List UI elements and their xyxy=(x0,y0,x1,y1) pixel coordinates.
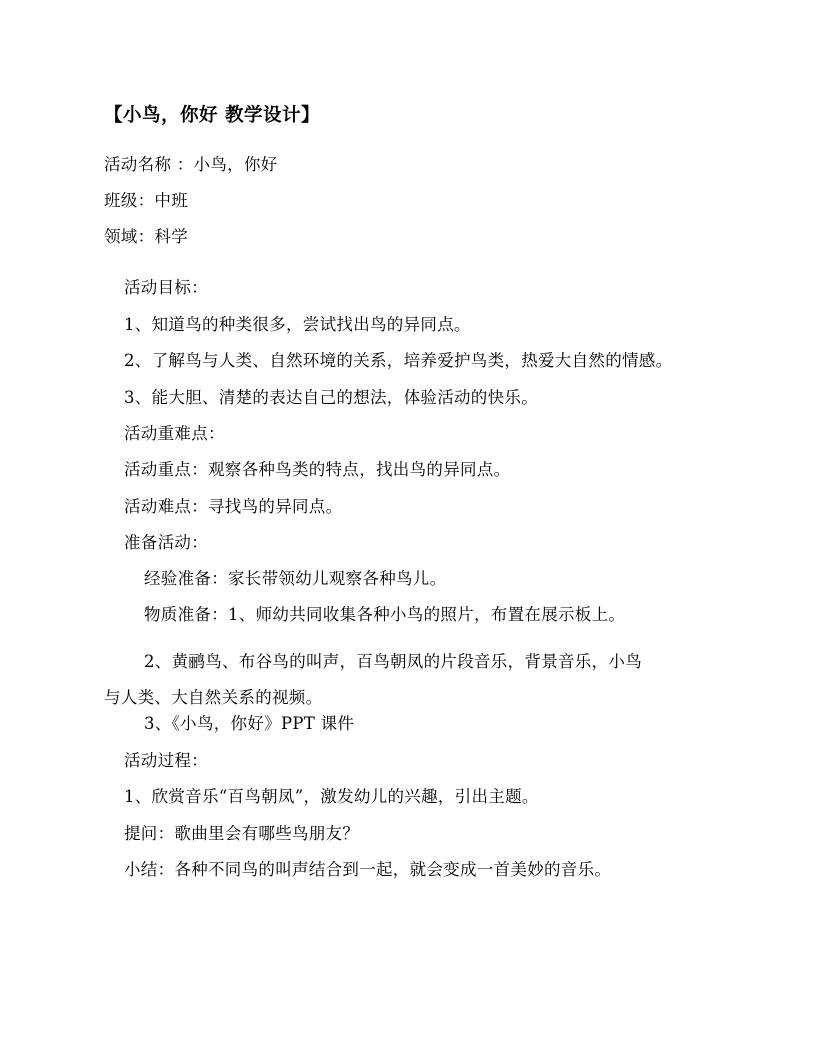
preparation-heading: 准备活动： xyxy=(124,533,208,552)
process-question: 提问：歌曲里会有哪些鸟朋友？ xyxy=(124,824,360,843)
preparation-material-1: 物质准备：1、师幼共同收集各种小鸟的照片，布置在展示板上。 xyxy=(144,605,626,624)
process-heading: 活动过程： xyxy=(124,751,208,770)
activity-name: 活动名称 ：小鸟，你好 xyxy=(104,155,278,174)
goal-item: 3、能大胆、清楚的表达自己的想法，体验活动的快乐。 xyxy=(124,388,538,407)
key-point-focus: 活动重点：观察各种鸟类的特点，找出鸟的异同点。 xyxy=(124,460,511,479)
goals-heading: 活动目标： xyxy=(124,278,208,297)
preparation-material-2 xyxy=(104,644,642,716)
subject-domain: 领域：科学 xyxy=(104,227,188,246)
preparation-material-2-line1: 2、黄鹂鸟、布谷鸟的叫声，百鸟朝凤的片段音乐，背景音乐，小鸟 xyxy=(144,652,642,671)
goal-item: 2、了解鸟与人类、自然环境的关系，培养爱护鸟类，热爱大自然的情感。 xyxy=(124,351,673,370)
preparation-material-2-line2: 与人类、大自然关系的视频。 xyxy=(104,688,323,707)
class-level: 班级：中班 xyxy=(104,191,188,210)
process-summary: 小结：各种不同鸟的叫声结合到一起，就会变成一首美妙的音乐。 xyxy=(124,860,612,879)
document-title: 【小鸟，你好 教学设计】 xyxy=(104,105,320,126)
process-step-1: 1、欣赏音乐“百鸟朝凤”，激发幼儿的兴趣，引出主题。 xyxy=(124,787,539,806)
goal-item: 1、知道鸟的种类很多，尝试找出鸟的异同点。 xyxy=(124,315,471,334)
key-points-heading: 活动重难点： xyxy=(124,424,225,443)
key-point-difficulty: 活动难点：寻找鸟的异同点。 xyxy=(124,497,343,516)
preparation-material-3: 3、《小鸟，你好》PPT 课件 xyxy=(144,714,355,733)
preparation-experience: 经验准备：家长带领幼儿观察各种鸟儿。 xyxy=(144,569,447,588)
